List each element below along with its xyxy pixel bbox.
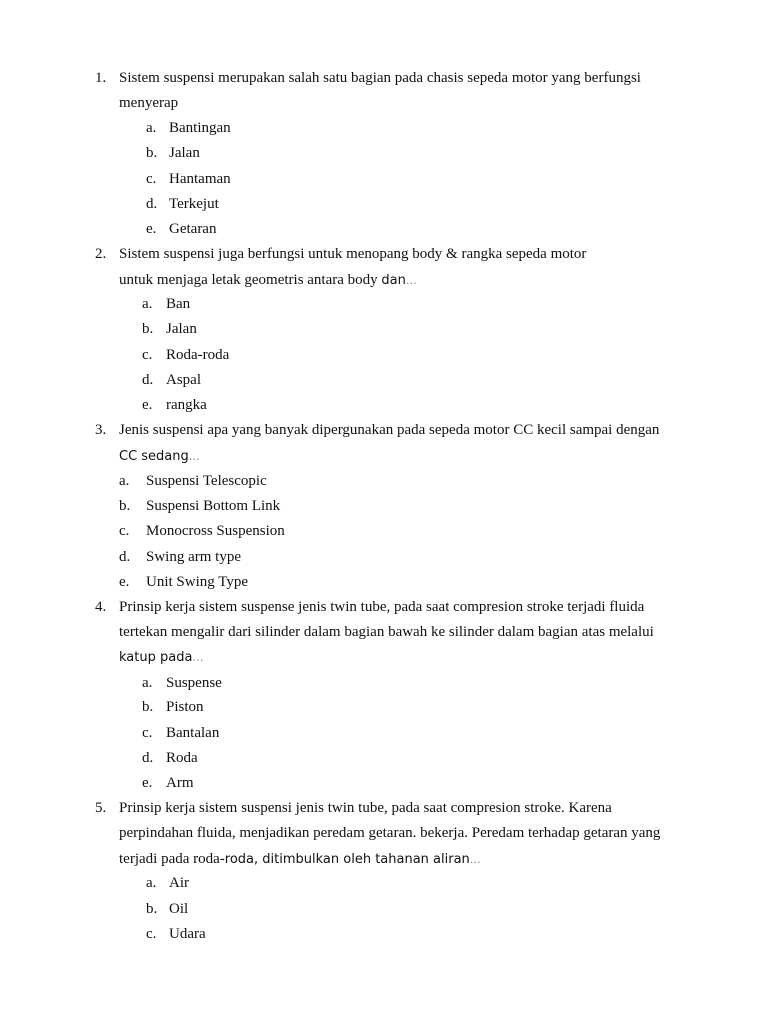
question-number: 1. — [95, 70, 107, 86]
option-letter: b. — [146, 901, 158, 917]
option-letter: d. — [119, 549, 131, 565]
question-text-line: Sistem suspensi merupakan salah satu bagian pada chasis sepeda motor yang berfungsi — [119, 70, 641, 86]
option-text: Jalan — [169, 145, 200, 161]
option-text: Getaran — [169, 221, 217, 237]
question-text-line-last — [119, 850, 482, 869]
option-text: Jalan — [166, 321, 197, 337]
option-text: Unit Swing Type — [146, 574, 249, 590]
option-text: Air — [169, 875, 189, 891]
option-text: Suspensi Telescopic — [146, 473, 267, 489]
option-letter: a. — [142, 675, 153, 691]
option-text: Arm — [166, 775, 194, 791]
option-letter: c. — [146, 926, 157, 942]
option-letter: a. — [146, 120, 157, 136]
question-text-tail: dan — [381, 273, 406, 288]
question-text-line: perpindahan fluida, menjadikan peredam getaran. bekerja. Peredam terhadap getaran yang — [119, 825, 661, 841]
option-text: Udara — [169, 926, 206, 942]
question-text-tail: katup pada — [119, 650, 193, 665]
option-text: Aspal — [166, 372, 201, 388]
option-text: rangka — [166, 397, 207, 413]
question-text-line: Jenis suspensi apa yang banyak dipergunakan pada sepeda motor CC kecil sampai dengan — [119, 422, 660, 438]
option-text: Swing arm type — [146, 549, 241, 565]
option-letter: e. — [146, 221, 157, 237]
option-text: Bantalan — [166, 725, 220, 741]
option-letter: a. — [142, 296, 153, 312]
option-letter: d. — [142, 750, 154, 766]
option-text: Hantaman — [169, 171, 231, 187]
option-letter: b. — [142, 699, 154, 715]
question-text-line: Prinsip kerja sistem suspensi jenis twin tube, pada saat compresion stroke. Karena — [119, 800, 612, 816]
question-text-line-last — [119, 648, 204, 667]
option-letter: c. — [119, 523, 130, 539]
option-text: Piston — [166, 699, 204, 715]
option-letter: c. — [142, 347, 153, 363]
question-text-line: Prinsip kerja sistem suspense jenis twin tube, pada saat compresion stroke terjadi fluida — [119, 599, 645, 615]
option-letter: a. — [146, 875, 157, 891]
option-text: Suspensi Bottom Link — [146, 498, 281, 514]
option-letter: d. — [146, 196, 158, 212]
question-number: 5. — [95, 800, 107, 816]
option-text: Oil — [169, 901, 189, 917]
option-text: Ban — [166, 296, 191, 312]
question-text-line: Sistem suspensi juga berfungsi untuk menopang body & rangka sepeda motor — [119, 246, 587, 262]
option-text: Roda-roda — [166, 347, 230, 363]
question-number: 3. — [95, 422, 107, 438]
question-text-line-last — [119, 447, 201, 466]
option-letter: c. — [146, 171, 157, 187]
question-text-tail: roda, ditimbulkan oleh tahanan aliran — [224, 852, 470, 867]
option-letter: b. — [142, 321, 154, 337]
question-text: untuk menjaga letak geometris antara body — [119, 272, 378, 288]
option-letter: e. — [119, 574, 130, 590]
option-letter: a. — [119, 473, 130, 489]
question-text-line: menyerap — [119, 95, 179, 111]
option-letter: b. — [146, 145, 158, 161]
option-text: Terkejut — [169, 196, 219, 212]
option-letter: e. — [142, 397, 153, 413]
option-text: Monocross Suspension — [146, 523, 285, 539]
option-letter: c. — [142, 725, 153, 741]
ellipsis: … — [469, 853, 482, 866]
option-letter: d. — [142, 372, 154, 388]
question-number: 4. — [95, 599, 107, 615]
option-letter: e. — [142, 775, 153, 791]
question-text-line: tertekan mengalir dari silinder dalam bagian bawah ke silinder dalam bagian atas melalui — [119, 624, 654, 640]
ellipsis: … — [405, 274, 418, 287]
option-text: Roda — [166, 750, 198, 766]
question-text-tail: CC sedang — [119, 449, 189, 464]
ellipsis: … — [192, 651, 205, 664]
option-text: Bantingan — [169, 120, 231, 136]
option-letter: b. — [119, 498, 131, 514]
question-text: terjadi pada roda- — [119, 851, 225, 867]
option-text: Suspense — [166, 675, 222, 691]
question-number: 2. — [95, 246, 107, 262]
ellipsis: … — [188, 450, 201, 463]
question-text-line-last — [119, 271, 418, 290]
